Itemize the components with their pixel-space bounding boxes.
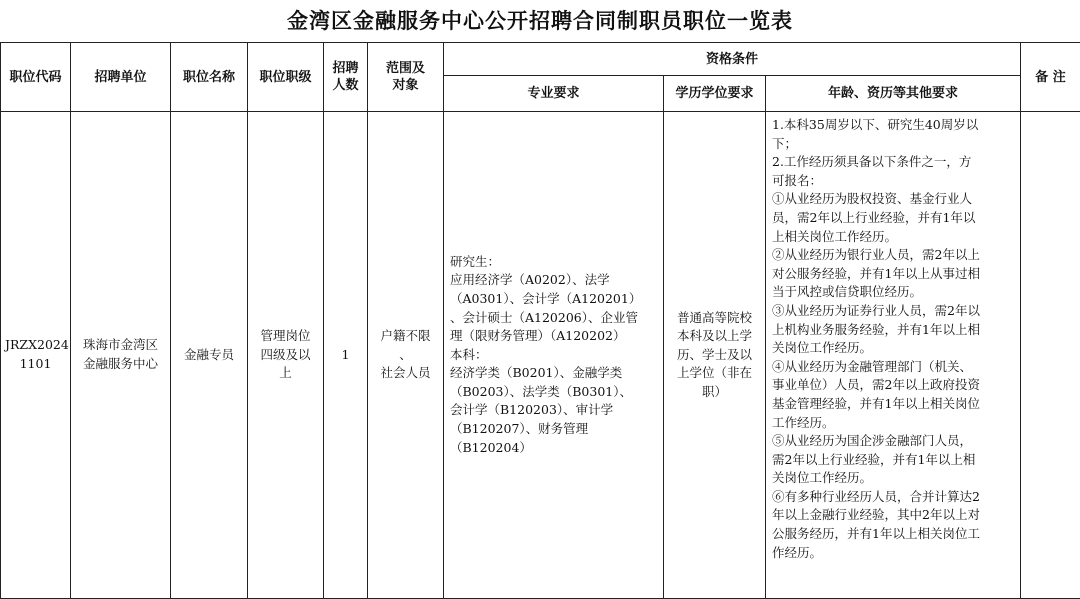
cell-other-requirements: 1.本科35周岁以下、研究生40周岁以 下； 2.工作经历须具备以下条件之一，方 可报名： ①从业经历为股权投资、基金行业人 员，需2年以上行业经验，并有1年以 上相关岗位工作经历。 ②从业经历为银行业人员，需2年以上 对公服务经验，并有1年以上从事过相 当于风控或信贷职位经历。 ③从业经历为证券行业人员，需2年以 上机构业务服务经验，并有1年以上相 关岗位工作经历。 ④从业经历为金融管理部门（机关、 事业单位）人员，需2年以上政府投资 基金管理经验，并有1年以上相关岗位 工作经历。 ⑤从业经历为国企涉金融部门人员， 需2年以上行业经验，并有1年以上相 关岗位工作经历。 ⑥有多种行业经历人员，合并计算达2 年以上金融行业经验，其中2年以上对 公服务经历，并有1年以上相关岗位工 作经历。 [766,112,1021,599]
header-remarks: 备 注 [1021,43,1080,112]
header-scope: 范围及 对象 [368,43,444,112]
cell-scope: 户籍不限 、 社会人员 [368,112,444,599]
header-position-name: 职位名称 [171,43,248,112]
header-position-code: 职位代码 [1,43,71,112]
header-major: 专业要求 [444,76,664,112]
positions-table [0,42,1080,599]
cell-remarks [1021,112,1080,599]
cell-recruiting-unit: 珠海市金湾区 金融服务中心 [71,112,171,599]
cell-position-level: 管理岗位 四级及以 上 [248,112,324,599]
table-row [1,112,1080,599]
header-education: 学历学位要求 [664,76,766,112]
page-title: 金湾区金融服务中心公开招聘合同制职员职位一览表 [287,9,793,33]
header-other-requirements: 年龄、资历等其他要求 [766,76,1021,112]
header-recruiting-unit: 招聘单位 [71,43,171,112]
header-qualifications: 资格条件 [444,43,1021,76]
cell-education: 普通高等院校 本科及以上学 历、学士及以 上学位（非在 职） [664,112,766,599]
header-headcount: 招聘 人数 [324,43,368,112]
cell-headcount: 1 [324,112,368,599]
header-row-top [1,43,1080,76]
header-position-level: 职位职级 [248,43,324,112]
cell-position-name: 金融专员 [171,112,248,599]
cell-position-code: JRZX2024 1101 [1,112,71,599]
cell-major: 研究生： 应用经济学（A0202）、法学 （A0301）、会计学（A120201） 、会计硕士（A120206）、企业管 理（限财务管理）（A120202） 本科： 经济学类（B0201）、金融学类 （B0203）、法学类（B0301）、 会计学（B120203）、审计学 （B120207）、财务管理 （B120204） [444,112,664,599]
